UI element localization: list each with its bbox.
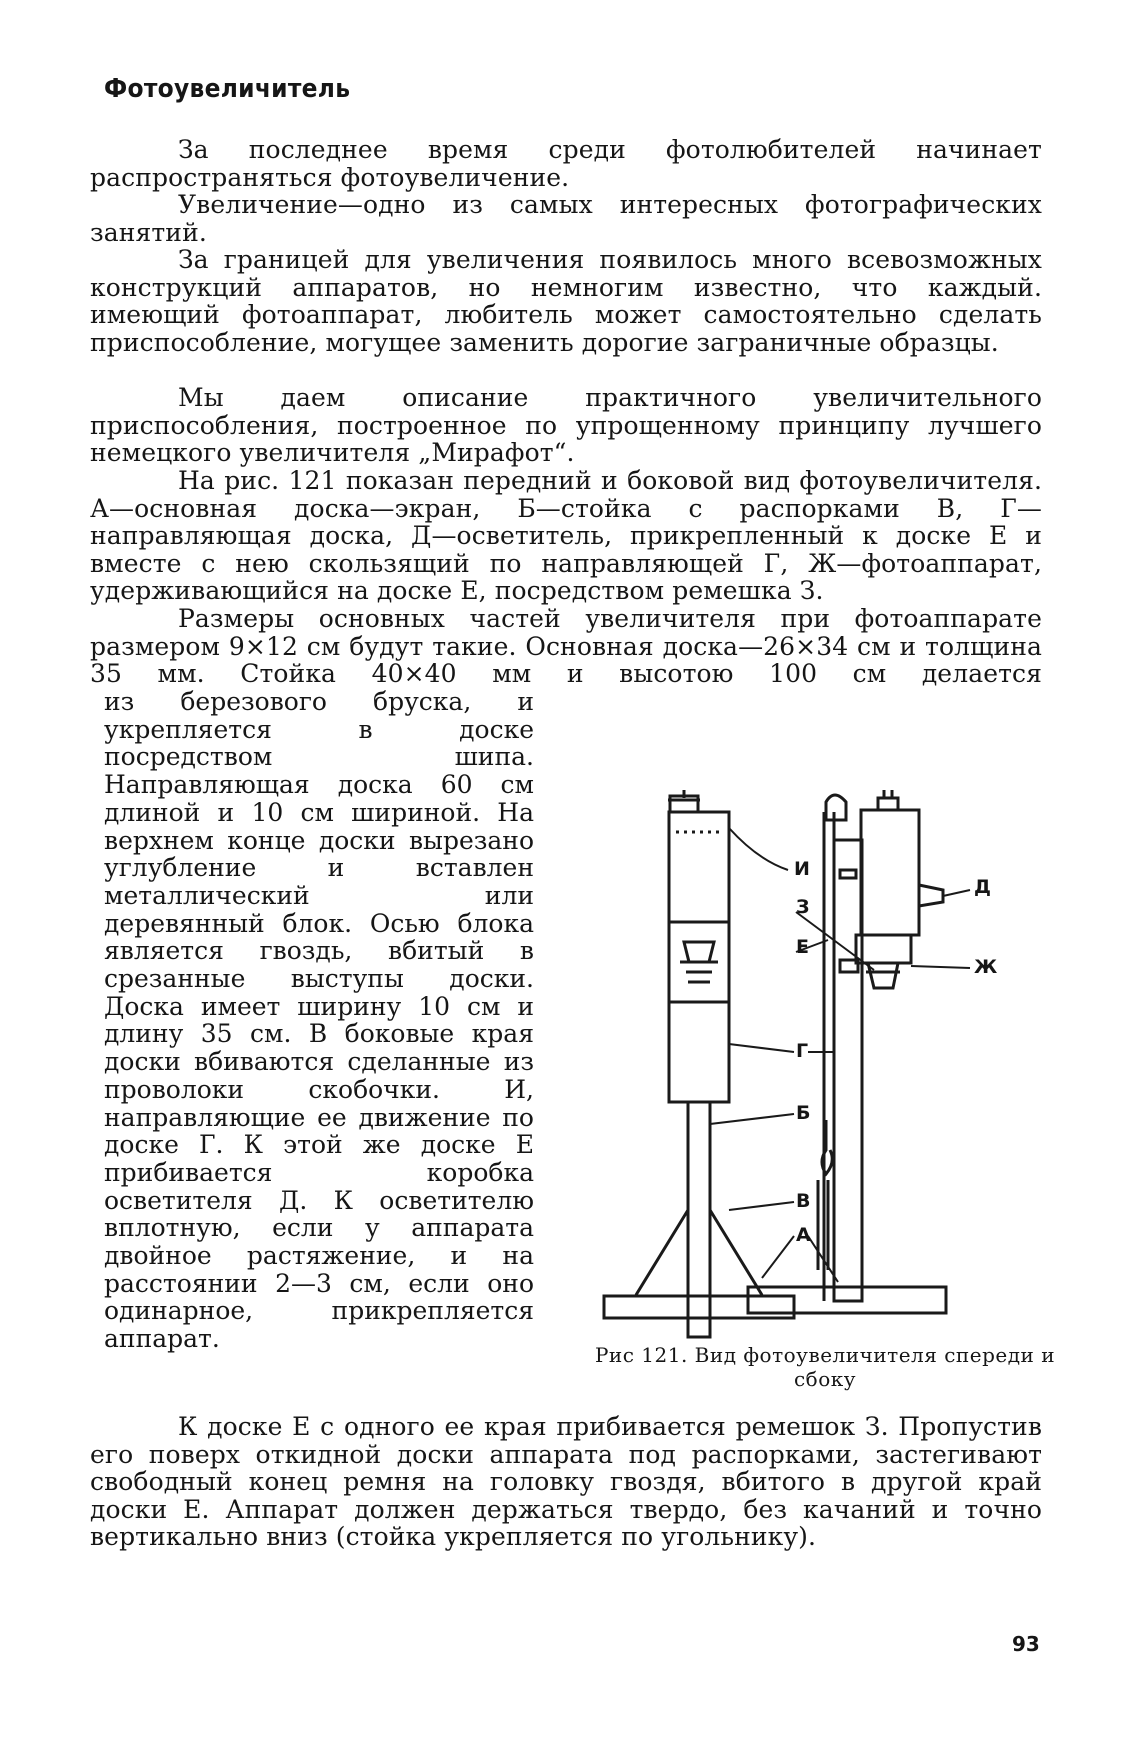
paragraph-abroad: За границей для увеличения появилось много всевозможных конструкций аппаратов, но немногим известно, что каждый. имеющий фотоаппарат, любитель может самостоятельно сделать приспособление, могущее заменить дорогие заграничные образцы. xyxy=(90,245,1042,357)
side-view-cord-plug xyxy=(919,885,943,906)
leader-zh xyxy=(911,966,970,968)
side-view-strap-buckle xyxy=(840,870,856,878)
figure-caption: Рис 121. Вид фотоувеличителя спереди и сбоку xyxy=(594,1343,1056,1391)
side-view-lamp-socket xyxy=(878,790,898,810)
figure-label-zh: Ж xyxy=(974,956,998,978)
paragraph-dimensions-continued: из березового бруска, и укрепляется в доске посредством шипа. Направляющая доска 60 см длиной и 10 см шириной. На верхнем конце доски вырезано углубление и вставлен металлический или деревянный блок. Осью блока является гвоздь, вбитый в срезанные выступы доски. Доска имеет ширину 10 см и длину 35 см. В боковые края доски вбиваются сделанные из проволоки скобочки. И, направляющие ее движение по доске Г. К этой же доске Е прибивается коробка осветителя Д. К осветителю вплотную, если у аппарата двойное растяжение, и на расстоянии 2—3 см, если оно одинарное, прикрепляется аппарат. xyxy=(104,687,534,1354)
page-title: Фотоувеличитель xyxy=(104,74,351,104)
enlarger-figure xyxy=(598,790,1053,1382)
front-view-lower-box xyxy=(669,1002,729,1102)
figure-label-v: В xyxy=(796,1190,811,1212)
side-view-post xyxy=(834,840,862,1301)
front-view-pulley-block xyxy=(670,796,698,812)
side-view-lamp-box xyxy=(861,810,919,935)
figure-label-b: Б xyxy=(796,1102,811,1124)
figure-label-e: Е xyxy=(796,936,809,958)
front-view-base-board xyxy=(604,1296,794,1318)
paragraph-intro: За последнее время среди фотолюбителей начинает распространяться фотоувеличение. xyxy=(90,135,1042,192)
paragraph-strap: К доске Е с одного ее края прибивается ремешок З. Пропустив его поверх откидной доски аппарата под распорками, застегивают свободный конец ремня на головку гвоздя, вбитого в другой край доски Е. Аппарат должен держаться твердо, без качаний и точно вертикально вниз (стойка укрепляется по угольнику). xyxy=(90,1412,1042,1552)
front-view-lens xyxy=(680,942,718,982)
front-view-post xyxy=(688,1102,710,1337)
leader-i xyxy=(729,828,788,870)
leader-v xyxy=(729,1202,794,1210)
paragraph-figure-reference: На рис. 121 показан передний и боковой вид фотоувеличителя. А—основная доска—экран, Б—стойка с распорками В, Г—направляющая доска, Д—осветитель, прикрепленный к доске Е и вместе с нею скользящий по направляющей Г, Ж—фотоаппарат, удерживающийся на доске Е, посредством ремешка З. xyxy=(90,466,1042,606)
leader-d xyxy=(943,890,970,896)
paragraph-description: Мы даем описание практичного увеличительного приспособления, построенное по упрощенному принципу лучшего немецкого увеличителя „Мирафот“. xyxy=(90,383,1042,468)
leader-b xyxy=(710,1114,794,1124)
leader-g xyxy=(729,1044,834,1052)
figure-label-z: З xyxy=(796,896,810,918)
side-view-pulley xyxy=(826,795,846,820)
figure-label-d: Д xyxy=(974,876,991,898)
figure-label-g: Г xyxy=(796,1040,809,1062)
enlarger-drawing xyxy=(598,790,1053,1350)
front-view-upper-lamp-box xyxy=(669,812,729,922)
figure-label-i: И xyxy=(794,858,810,880)
figure-label-a: А xyxy=(796,1224,811,1246)
paragraph-interest: Увеличение—одно из самых интересных фотографических занятий. xyxy=(90,190,1042,247)
page-number: 93 xyxy=(1012,1632,1040,1656)
side-view-camera-body xyxy=(856,935,911,963)
front-view-braces xyxy=(636,1210,762,1295)
paragraph-dimensions: Размеры основных частей увеличителя при фотоаппарате размером 9×12 см будут такие. Основная доска—26×34 см и толщина 35 мм. Стойка 40×40 мм и высотою 100 см делается xyxy=(90,604,1042,689)
